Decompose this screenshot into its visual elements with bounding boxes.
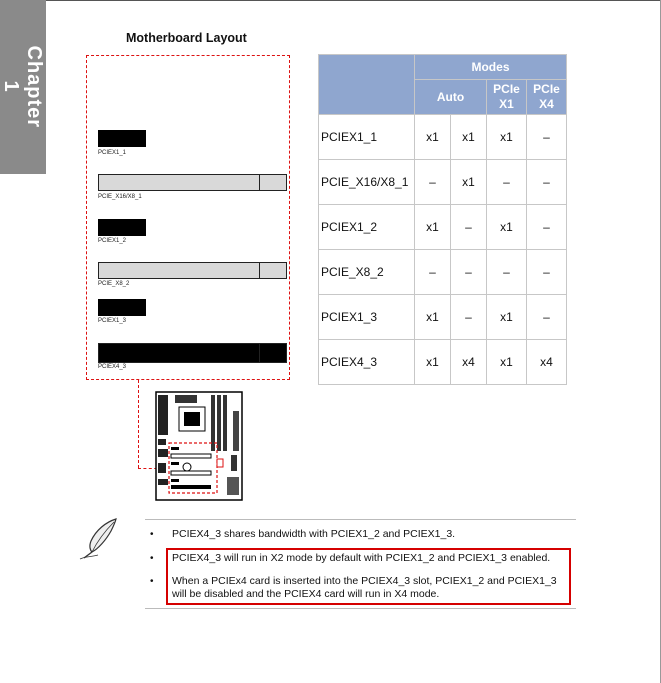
- table-header-row: [319, 55, 567, 80]
- table-row: [319, 295, 567, 340]
- slot-pciex1-3: [98, 299, 146, 316]
- slot-label: PCIE_X8_2: [98, 281, 130, 287]
- cell-pcie-x1: x1: [487, 205, 527, 250]
- table-header-modes: Modes: [415, 55, 567, 80]
- table-header-blank: [319, 55, 415, 115]
- cell-auto-1: x1: [415, 115, 451, 160]
- slot-pciex1-1: [98, 130, 146, 147]
- table-row: [319, 340, 567, 385]
- table-header-pcie-x4: PCIe X4: [527, 80, 567, 115]
- slot-label: PCIEX1_1: [98, 150, 127, 156]
- layout-title: Motherboard Layout: [126, 31, 247, 45]
- cell-auto-2: x1: [451, 115, 487, 160]
- note-item: PCIEX4_3 will run in X2 mode by default with PCIEX1_2 and PCIEX1_3 enabled.: [172, 552, 551, 564]
- cell-auto-2: –: [451, 205, 487, 250]
- table-header-auto: Auto: [415, 80, 487, 115]
- row-name: PCIEX1_2: [319, 205, 415, 250]
- bullet-icon: •: [150, 529, 154, 540]
- slot-label: PCIEX1_3: [98, 318, 127, 324]
- row-name: PCIE_X8_2: [319, 250, 415, 295]
- slot-pciex1-2: [98, 219, 146, 236]
- cell-pcie-x4: x4: [527, 340, 567, 385]
- slot-label: PCIEX4_3: [98, 364, 127, 370]
- cell-auto-2: –: [451, 295, 487, 340]
- cell-pcie-x4: –: [527, 115, 567, 160]
- note-item: When a PCIEx4 card is inserted into the PCIEX4_3 slot, PCIEX1_2 and PCIEX1_3 will be disabled and the PCIEX4 card will run in X4 mode.: [172, 575, 557, 600]
- cell-pcie-x1: –: [487, 160, 527, 205]
- motherboard-thumbnail: [155, 391, 243, 501]
- cell-auto-1: x1: [415, 295, 451, 340]
- slot-key: [259, 174, 287, 191]
- notes-bottom-rule: [145, 608, 576, 609]
- cell-auto-1: x1: [415, 340, 451, 385]
- cell-pcie-x1: x1: [487, 115, 527, 160]
- connector-line: [138, 380, 139, 468]
- modes-table: [318, 54, 567, 385]
- cell-pcie-x1: x1: [487, 295, 527, 340]
- cell-auto-2: –: [451, 250, 487, 295]
- note-pen-icon: [78, 516, 120, 560]
- row-name: PCIE_X16/X8_1: [319, 160, 415, 205]
- slot-diagram-frame: [86, 55, 290, 380]
- cell-pcie-x1: –: [487, 250, 527, 295]
- table-row: [319, 115, 567, 160]
- table-row: [319, 205, 567, 250]
- table-header-pcie-x1: PCIe X1: [487, 80, 527, 115]
- cell-pcie-x4: –: [527, 295, 567, 340]
- slot-key: [259, 262, 287, 279]
- bullet-icon: •: [150, 576, 154, 587]
- row-name: PCIEX1_1: [319, 115, 415, 160]
- chapter-tab: [0, 0, 46, 174]
- cell-pcie-x4: –: [527, 160, 567, 205]
- cell-pcie-x1: x1: [487, 340, 527, 385]
- table-row: [319, 250, 567, 295]
- page-top-rule: [0, 0, 661, 1]
- slot-label: PCIE_X16/X8_1: [98, 194, 142, 200]
- row-name: PCIEX4_3: [319, 340, 415, 385]
- chapter-tab-label: Chapter 1: [0, 45, 45, 129]
- cell-auto-2: x4: [451, 340, 487, 385]
- cell-auto-1: x1: [415, 205, 451, 250]
- slot-pcie-x16-x8-1: [98, 174, 260, 191]
- slot-pcie-x8-2: [98, 262, 260, 279]
- bullet-icon: •: [150, 553, 154, 564]
- note-item: PCIEX4_3 shares bandwidth with PCIEX1_2 and PCIEX1_3.: [172, 528, 456, 540]
- slot-pciex4-3: [98, 343, 260, 363]
- cell-auto-2: x1: [451, 160, 487, 205]
- slot-label: PCIEX1_2: [98, 238, 127, 244]
- slot-key: [259, 343, 287, 363]
- cell-pcie-x4: –: [527, 250, 567, 295]
- cell-auto-1: –: [415, 250, 451, 295]
- cell-auto-1: –: [415, 160, 451, 205]
- notes-top-rule: [145, 519, 576, 520]
- row-name: PCIEX1_3: [319, 295, 415, 340]
- cell-pcie-x4: –: [527, 205, 567, 250]
- table-row: [319, 160, 567, 205]
